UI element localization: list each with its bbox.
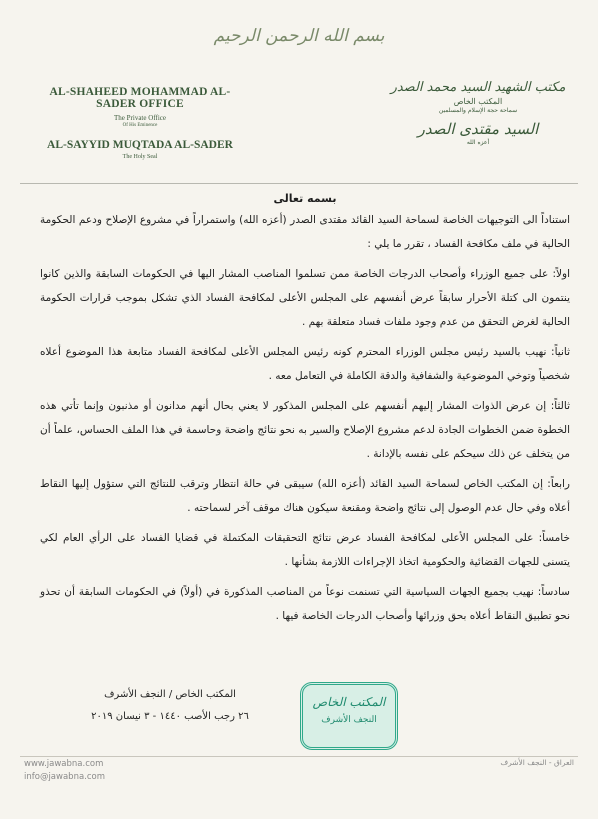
- honorific-ar: أعزه الله: [466, 139, 490, 146]
- point-third: ثالثاً: إن عرض الذوات المشار إليهم أنفسهم على المجلس المذكور لا يعني بحال أنهم مدانون أو مذنبون وإنما تأتي هذه الخطوة ضمن الخطوات الجادة لدعم مشروع الإصلاح والسير به نحو نتائج واضحة وحاسمة في هذا الملف الحساس، علماً أن من يتخلف عن ذلك سيحكم على نفسه بالإدانة .: [40, 400, 570, 460]
- private-office-en: The Private Office: [114, 114, 166, 122]
- intro-paragraph: استناداً الى التوجيهات الخاصة لسماحة السيد القائد مقتدى الصدر (أعزه الله) واستمراراً في مشروع الإصلاح ودعم الحكومة الحالية في ملف مكافحة الفساد ، تقرر ما يلي :: [40, 214, 570, 250]
- point-second: ثانياً: نهيب بالسيد رئيس مجلس الوزراء المحترم كونه رئيس المجلس الأعلى لمكافحة الفساد متابعة هذا الموضوع أعلاه شخصياً وتوخي الموضوعية والشفافية والدقة الكاملة في التعامل معه .: [40, 346, 570, 382]
- eminence-en: Of His Eminence: [122, 123, 158, 128]
- footer-location: العراق - النجف الأشرف: [500, 758, 574, 767]
- english-letterhead: [40, 86, 240, 160]
- sayyid-name-en: AL-SAYYID MUQTADA AL-SADER: [47, 139, 233, 151]
- private-office-ar: المكتب الخاص: [453, 97, 503, 106]
- office-name-ar: مكتب الشهيد السيد محمد الصدر: [390, 80, 566, 95]
- point-fourth: رابعاً: إن المكتب الخاص لسماحة السيد القائد (أعزه الله) سيبقى في حالة انتظار وترقب للنتائج التي ستؤول إليها النقاط أعلاه وفي حال عدم الوصول إلى نتائج واضحة ومقنعة سيكون هناك موقف آخر لسماحته .: [40, 478, 570, 514]
- header-divider: [20, 183, 578, 184]
- footer-email[interactable]: info@jawabna.com: [24, 772, 106, 782]
- footer-divider: [20, 756, 578, 757]
- eminence-ar: سماحة حجة الإسلام والمسلمين: [438, 107, 518, 114]
- signature-date: ٢٦ رجب الأصب ١٤٤٠ - ٣ نيسان ٢٠١٩: [91, 711, 249, 722]
- signature-block: [70, 684, 270, 728]
- sayyid-name-ar: السيد مقتدى الصدر: [417, 120, 539, 138]
- point-sixth: سادساً: نهيب بجميع الجهات السياسية التي تسنمت نوعاً من المناصب المذكورة في (أولاً) في الحكومات السابقة أن تحذو نحو تطبيق النقاط أعلاه بحق وزرائها وأصحاب الدرجات الخاصة فيها .: [40, 586, 570, 622]
- stamp-line-1: المكتب الخاص: [312, 695, 386, 709]
- footer-website[interactable]: www.jawabna.com: [24, 759, 104, 769]
- stamp-line-2: النجف الأشرف: [321, 715, 377, 725]
- footer-contact: [24, 758, 105, 784]
- holy-seal-en: The Holy Seal: [122, 154, 158, 160]
- office-stamp: [300, 682, 398, 750]
- signature-office: المكتب الخاص / النجف الأشرف: [104, 689, 236, 700]
- point-first: اولاً: على جميع الوزراء وأصحاب الدرجات الخاصة ممن تسلموا المناصب المشار اليها في الحكومات السابقة والذين كانوا ينتمون الى كتلة الأحرار سابقاً عرض أنفسهم على المجلس الأعلى لمكافحة الفساد الذي تشكل بموجب قرارات الحكومة الحالية لغرض التحقق من عدم وجود ملفات فساد متعلقة بهم .: [40, 268, 570, 328]
- body-heading: بسمه تعالى: [273, 192, 337, 205]
- basmala: بسم الله الرحمن الرحيم: [213, 26, 385, 46]
- point-fifth: خامساً: على المجلس الأعلى لمكافحة الفساد عرض نتائج التحقيقات المكتملة في قضايا الفساد على الرأي العام لكي يتسنى للجهات القضائية والحكومية اتخاذ الإجراءات اللازمة بشأنها .: [40, 532, 570, 568]
- arabic-letterhead: [378, 80, 578, 146]
- letter-body: [40, 190, 570, 628]
- office-name-en: AL-SHAHEED MOHAMMAD AL-SADER OFFICE: [49, 86, 231, 110]
